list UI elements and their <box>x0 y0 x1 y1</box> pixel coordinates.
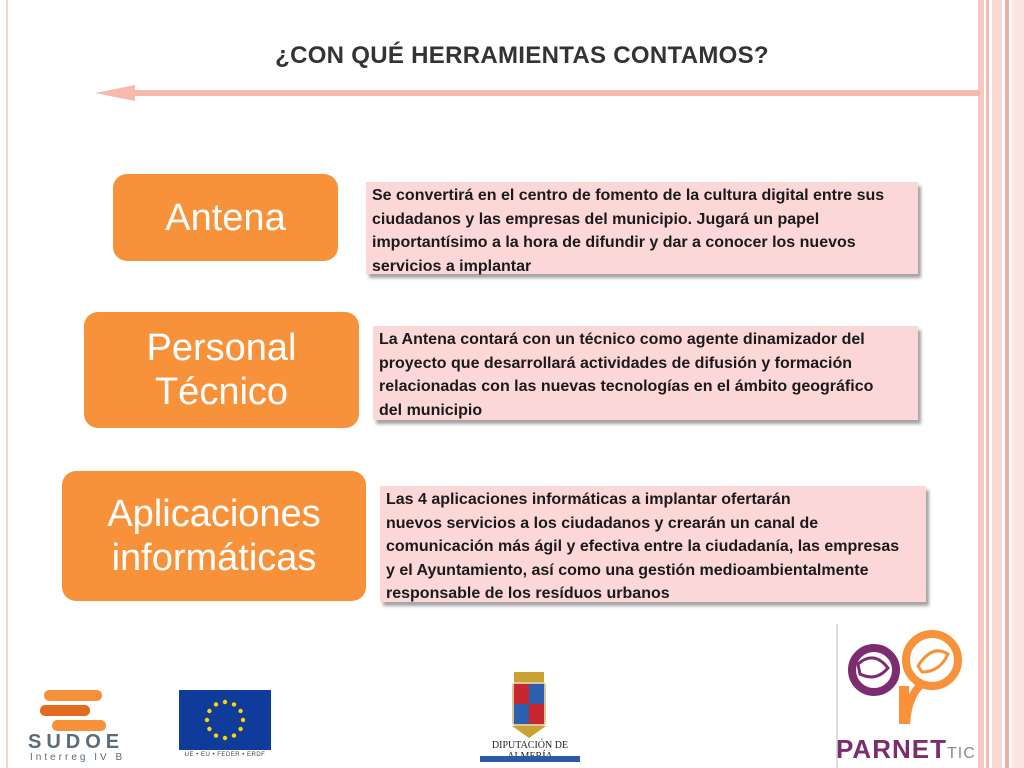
tool-description-antena <box>366 182 918 274</box>
left-decorative-line <box>6 0 8 768</box>
tool-label: Aplicaciones <box>107 493 321 535</box>
description-line: comunicación más ágil y efectiva entre la ciudadanía, las empresas <box>386 538 900 555</box>
tool-label: informáticas <box>111 537 317 579</box>
description-line: La Antena contará con un técnico como agente dinamizador del <box>379 331 865 348</box>
parnet-word: PARNET <box>836 734 947 764</box>
parnet-name <box>836 734 976 765</box>
diputacion-crest-icon <box>508 672 550 738</box>
tool-label: Técnico <box>154 371 289 413</box>
right-decorative-stripes <box>978 0 1024 768</box>
description-line: del municipio <box>379 401 483 419</box>
parnet-tic-suffix: TIC <box>946 745 976 762</box>
title-arrow-rule <box>95 88 980 98</box>
tool-description-personal-tecnico <box>373 326 918 420</box>
sudoe-subtitle: Interreg IV B <box>30 752 126 763</box>
tool-pill-antena <box>113 174 338 261</box>
description-line: ciudadanos y las empresas del municipio. Jugará un papel <box>372 210 820 228</box>
diputacion-underline <box>480 756 580 762</box>
tool-label: Antena <box>165 196 286 239</box>
description-line: Las 4 aplicaciones informáticas a implantar ofertarán <box>386 491 791 508</box>
eu-flag-icon <box>179 690 271 750</box>
diputacion-name: DIPUTACIÓN DE <box>491 740 569 751</box>
eu-caption: UE • EU • FEDER • ERDF <box>184 752 266 758</box>
description-line: Se convertirá en el centro de fomento de la cultura digital entre sus <box>372 187 885 204</box>
tool-pill-personal-tecnico <box>84 312 359 428</box>
description-line: y el Ayuntamiento, así como una gestión medioambientalmente <box>386 561 869 579</box>
description-line: responsable de los resíduos urbanos <box>386 585 670 602</box>
description-line: servicios a implantar <box>372 257 532 275</box>
sudoe-name: SUDOE <box>28 731 125 753</box>
slide-title: ¿CON QUÉ HERRAMIENTAS CONTAMOS? <box>275 42 769 69</box>
tool-pill-aplicaciones-informaticas <box>62 471 366 601</box>
tool-label: Personal <box>146 327 297 369</box>
tool-description-aplicaciones-informaticas <box>380 486 926 602</box>
sudoe-logo-icon <box>40 690 106 734</box>
description-line: proyecto que desarrollará actividades de difusión y formación <box>379 354 853 372</box>
description-line: nuevos servicios a los ciudadanos y crearán un canal de <box>386 514 819 532</box>
description-line: relacionadas con las nuevas tecnologías en el ámbito geográfico <box>379 378 874 395</box>
description-line: importantísimo a la hora de difundir y dar a conocer los nuevos <box>372 234 856 251</box>
